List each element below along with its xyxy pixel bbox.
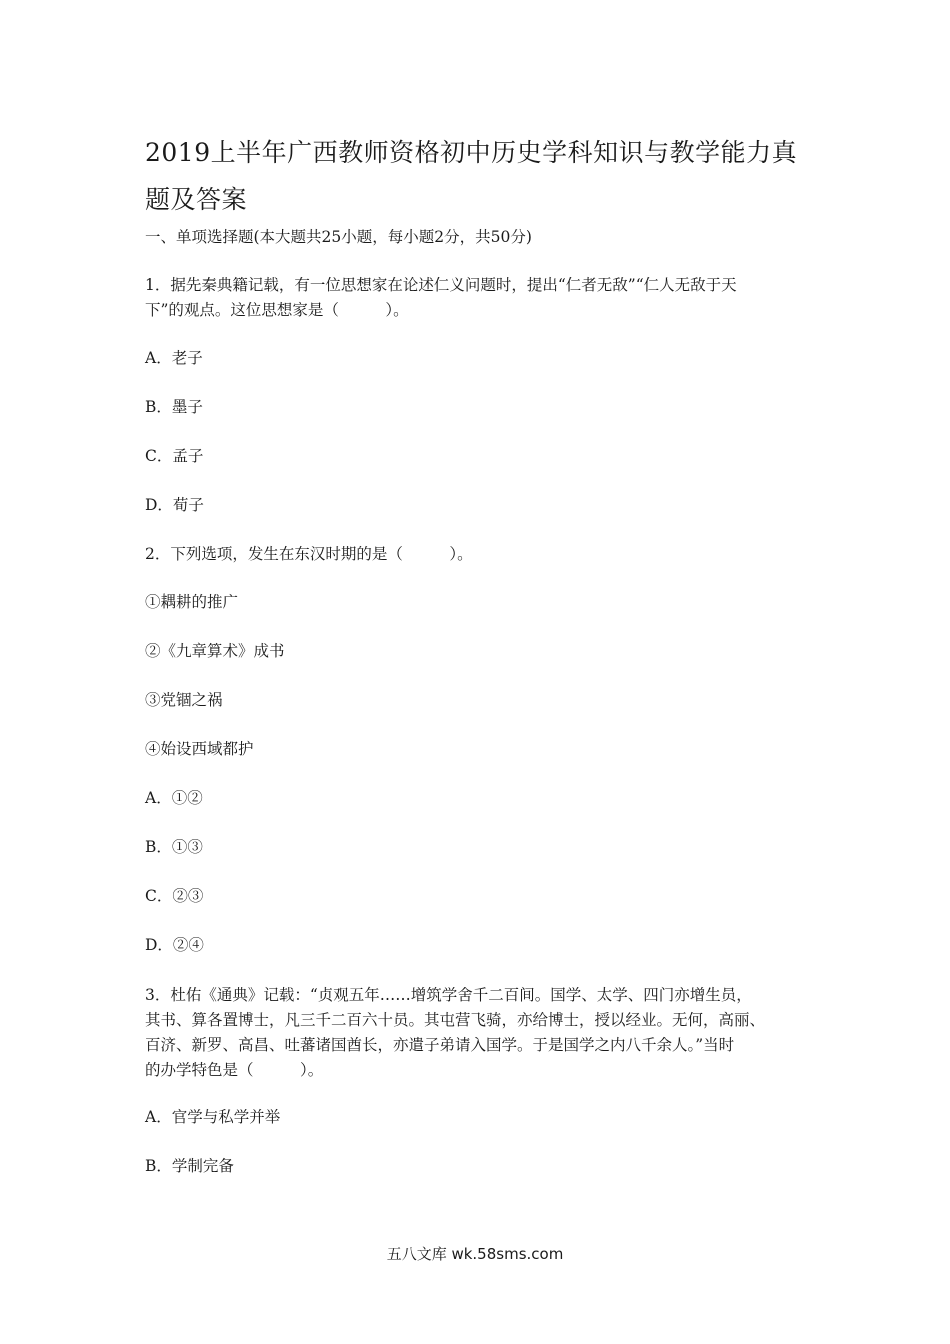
question-1-stem-line-1: 1．据先秦典籍记载，有一位思想家在论述仁义问题时，提出“仁者无敌”“仁人无敌于天	[145, 276, 737, 294]
question-2-option-a: A．①②	[145, 789, 203, 807]
question-2-item-4: ④始设西域都护	[145, 740, 254, 758]
question-1-option-c: C．孟子	[145, 447, 204, 465]
question-3-option-a: A．官学与私学并举	[145, 1108, 281, 1126]
document-title-line-2: 题及答案	[145, 185, 248, 214]
question-3-stem-line-2: 其书、算各置博士，凡三千二百六十员。其屯营飞骑，亦给博士，授以经业。无何，高丽、	[145, 1011, 766, 1029]
question-2-option-b: B．①③	[145, 838, 203, 856]
question-3-stem-line-3: 百济、新罗、高昌、吐蕃诸国酋长，亦遣子弟请入国学。于是国学之内八千余人。”当时	[145, 1036, 735, 1054]
document-title-line-1: 2019上半年广西教师资格初中历史学科知识与教学能力真	[145, 138, 798, 167]
question-3-stem-line-4: 的办学特色是（ ）。	[145, 1061, 324, 1079]
question-2-item-2: ②《九章算术》成书	[145, 642, 285, 660]
question-1-option-b: B．墨子	[145, 398, 203, 416]
question-2-option-d: D．②④	[145, 936, 204, 954]
question-2-item-3: ③党锢之祸	[145, 691, 223, 709]
page-footer-watermark: 五八文库 wk.58sms.com	[386, 1245, 564, 1263]
question-1-option-a: A．老子	[145, 349, 203, 367]
section-heading: 一、单项选择题(本大题共25小题，每小题2分，共50分)	[145, 228, 532, 246]
question-1-stem-line-2: 下”的观点。这位思想家是（ ）。	[145, 301, 409, 319]
question-3-stem-line-1: 3．杜佑《通典》记载：“贞观五年……增筑学舍千二百间。国学、太学、四门亦增生员，	[145, 986, 752, 1004]
question-2-option-c: C．②③	[145, 887, 204, 905]
question-2-stem: 2．下列选项，发生在东汉时期的是（ ）。	[145, 545, 473, 563]
question-2-item-1: ①耦耕的推广	[145, 593, 239, 611]
question-3-option-b: B．学制完备	[145, 1157, 234, 1175]
question-1-option-d: D．荀子	[145, 496, 204, 514]
